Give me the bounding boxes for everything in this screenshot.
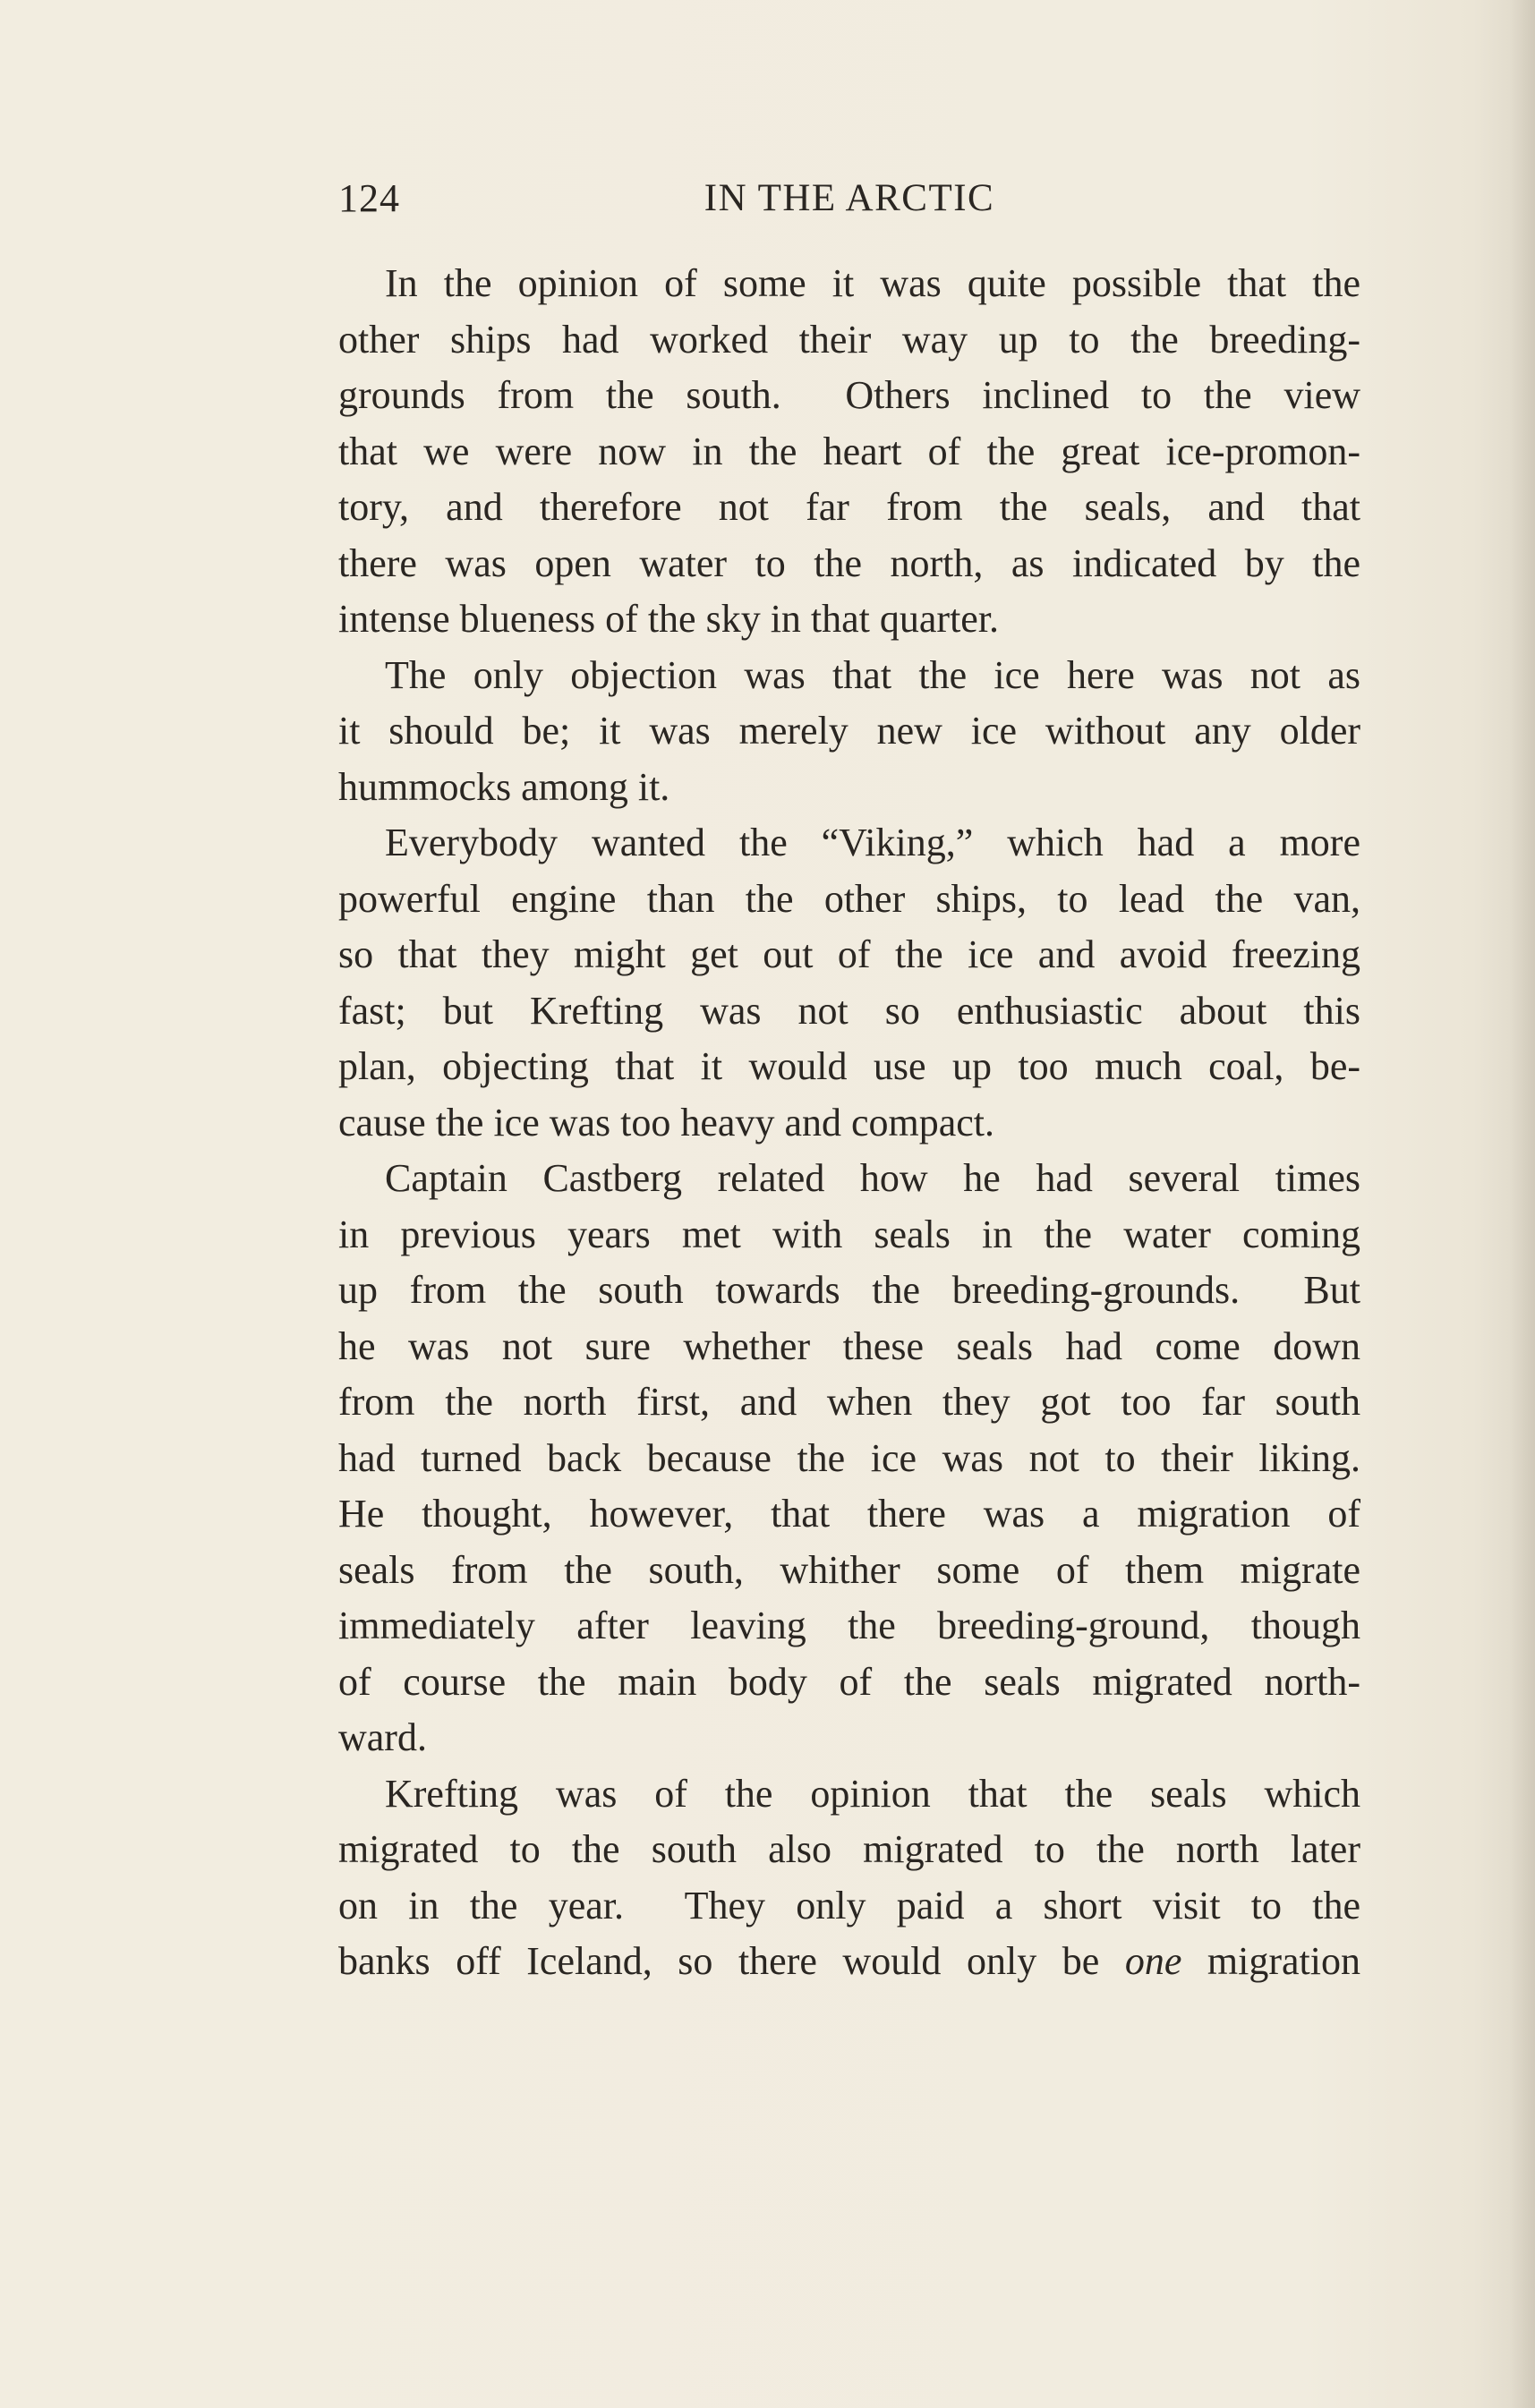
- text-line: had turned back because the ice was not to their liking.: [338, 1435, 1360, 1480]
- text-line: In the opinion of some it was quite possible that the: [385, 261, 1360, 305]
- running-title: IN THE ARCTIC: [704, 177, 995, 219]
- text-line: Krefting was of the opinion that the seals which: [385, 1771, 1360, 1816]
- paragraph-3: [338, 815, 1360, 1151]
- emphasized-word: one: [1124, 1939, 1182, 1983]
- text-line: powerful engine than the other ships, to lead the van,: [338, 876, 1360, 921]
- text-line: plan, objecting that it would use up too much coal, be-: [338, 1044, 1360, 1088]
- text-line: there was open water to the north, as indicated by the: [338, 540, 1360, 585]
- text-line: Captain Castberg related how he had several times: [385, 1156, 1360, 1200]
- text-line: in previous years met with seals in the water coming: [338, 1212, 1360, 1256]
- text-line: from the north first, and when they got too far south: [338, 1380, 1360, 1424]
- text-line: intense blueness of the sky in that quarter.: [338, 597, 1000, 641]
- text-line: immediately after leaving the breeding-ground, though: [338, 1604, 1360, 1647]
- text-line: tory, and therefore not far from the seals, and that: [338, 485, 1360, 529]
- running-head: [338, 172, 1360, 225]
- text-line: seals from the south, whither some of them migrate: [338, 1547, 1360, 1592]
- text-line: it should be; it was merely new ice without any older: [338, 709, 1360, 753]
- text-run: banks off Iceland, so there would only be: [338, 1939, 1125, 1983]
- page-number: 124: [338, 176, 400, 220]
- text-line: hummocks among it.: [338, 764, 670, 809]
- text-line: on in the year. They only paid a short visit to the: [338, 1883, 1360, 1927]
- text-line: so that they might get out of the ice and avoid freezing: [338, 932, 1360, 976]
- text-line: he was not sure whether these seals had come down: [338, 1323, 1360, 1368]
- text-line: that we were now in the heart of the great ice-promon-: [338, 429, 1360, 473]
- text-line-final: [338, 1934, 1360, 1990]
- text-line: migrated to the south also migrated to the north later: [338, 1827, 1360, 1871]
- page-edge-shadow: [1510, 0, 1535, 2408]
- text-line: Everybody wanted the “Viking,” which had a more: [385, 821, 1360, 864]
- text-line: The only objection was that the ice here was not as: [385, 652, 1360, 697]
- body-text: [338, 256, 1360, 1990]
- text-line: cause the ice was too heavy and compact.: [338, 1100, 995, 1144]
- paragraph-5: [338, 1766, 1360, 1990]
- text-line: He thought, however, that there was a migration of: [338, 1492, 1360, 1536]
- text-line: of course the main body of the seals migrated north-: [338, 1659, 1360, 1704]
- paragraph-2: [338, 648, 1360, 816]
- text-line: grounds from the south. Others inclined to the view: [338, 373, 1360, 417]
- text-run: migration: [1181, 1939, 1360, 1983]
- paragraph-4: [338, 1151, 1360, 1766]
- text-line: ward.: [338, 1715, 427, 1759]
- paragraph-1: [338, 256, 1360, 648]
- text-line: other ships had worked their way up to the breeding-: [338, 317, 1360, 362]
- text-line: up from the south towards the breeding-grounds. But: [338, 1268, 1360, 1312]
- text-line: fast; but Krefting was not so enthusiastic about this: [338, 988, 1360, 1033]
